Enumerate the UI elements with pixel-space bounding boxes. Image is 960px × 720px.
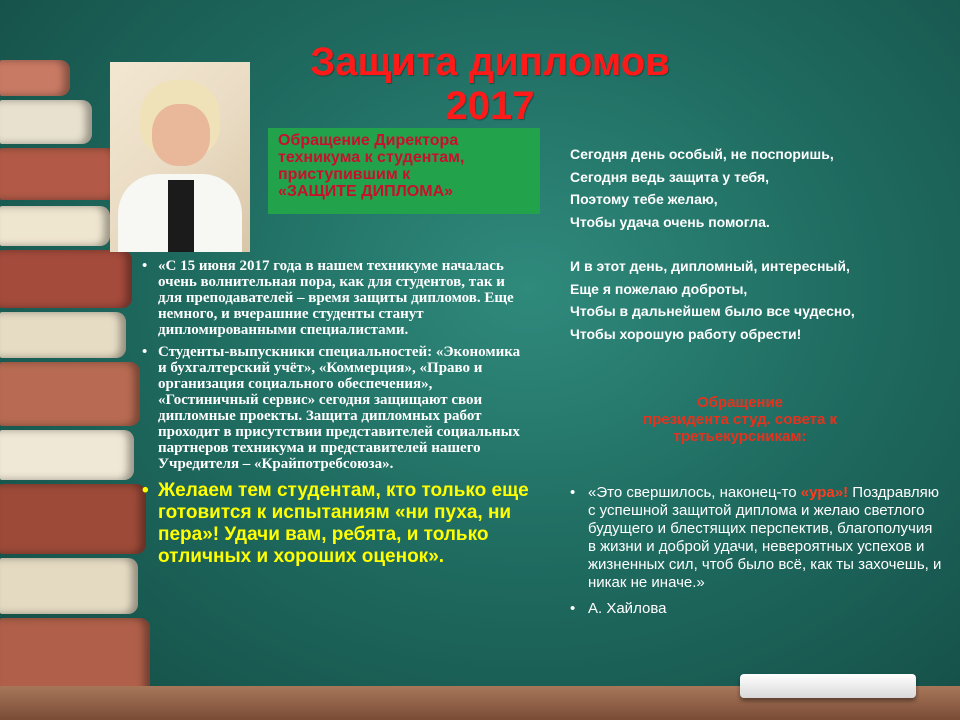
president-quote [568, 484, 943, 592]
poem-line: Чтобы в дальнейшем было все чудесно, [570, 303, 855, 319]
poem-line: Поэтому тебе желаю, [570, 191, 718, 207]
director-paragraph-1: • «С 15 июня 2017 года в нашем техникуме началась очень волнительная пора, как для студентов, так и для преподавателей – время защиты дипломов. Еще немного, и вчерашние студенты станут дипломированными специалистами. [140, 258, 530, 338]
president-message-list [568, 484, 943, 626]
appeal-line2: техникума к студентам, [278, 149, 465, 166]
director-appeal-box [268, 128, 540, 214]
page-title [230, 40, 750, 128]
president-heading-line2: президента студ. совета к [643, 411, 837, 428]
poem-line: Чтобы хорошую работу обрести! [570, 325, 802, 342]
title-line1: Защита дипломов [310, 40, 670, 84]
quote-author: • А. Хайлова [568, 600, 943, 618]
poem-line: Сегодня ведь защита у тебя, [570, 168, 770, 185]
poem-line: Чтобы удача очень помогла. [570, 213, 770, 230]
director-photo [110, 62, 250, 252]
poem-stanza-2 [570, 255, 930, 345]
quote-text-start: «Это свершилось, наконец-то [588, 484, 801, 501]
poem-line: И в этот день, дипломный, интересный, [570, 258, 850, 274]
appeal-line3: приступившим к [278, 166, 411, 183]
poem-line: Сегодня день особый, не поспоришь, [570, 146, 834, 162]
president-heading-line3: третьекурсникам: [673, 428, 807, 445]
director-paragraph-2: • Студенты-выпускники специальностей: «Экономика и бухгалтерский учёт», «Коммерция», «Право и организация социального обеспечения», «Гостиничный сервис» сегодня защищают свои дипломные проекты. Защита дипломных работ проходит в присутствии представителей социальных партнеров техникума и представителей нашего Учредителя – «Крайпотребсоюза». [140, 344, 530, 472]
appeal-line1: Обращение Директора [278, 132, 459, 149]
director-wish: • Желаем тем студентам, кто только еще готовится к испытаниям «ни пуха, ни пера»! Удачи вам, ребята, и только отличных и хороших оценок». [140, 480, 530, 568]
poem-line: Еще я пожелаю доброты, [570, 280, 748, 297]
title-year: 2017 [445, 84, 535, 128]
president-heading-line1: Обращение [696, 394, 784, 411]
director-message-list [140, 258, 530, 568]
quote-highlight: «ура»! [800, 484, 849, 501]
poem-stanza-1 [570, 143, 930, 233]
appeal-line4: «ЗАЩИТЕ ДИПЛОМА» [278, 183, 454, 200]
chalk-piece [740, 674, 916, 698]
congratulation-poem [570, 143, 930, 367]
quote-text-end: Поздравляю с успешной защитой диплома и желаю светлого будущего и блестящих перспектив, благополучия в жизни и доброй удачи, невероятных успехов и жизненных сил, чтоб было всё, как ты захочешь, и никак не иначе.» [588, 484, 942, 591]
president-appeal-heading [620, 394, 860, 445]
